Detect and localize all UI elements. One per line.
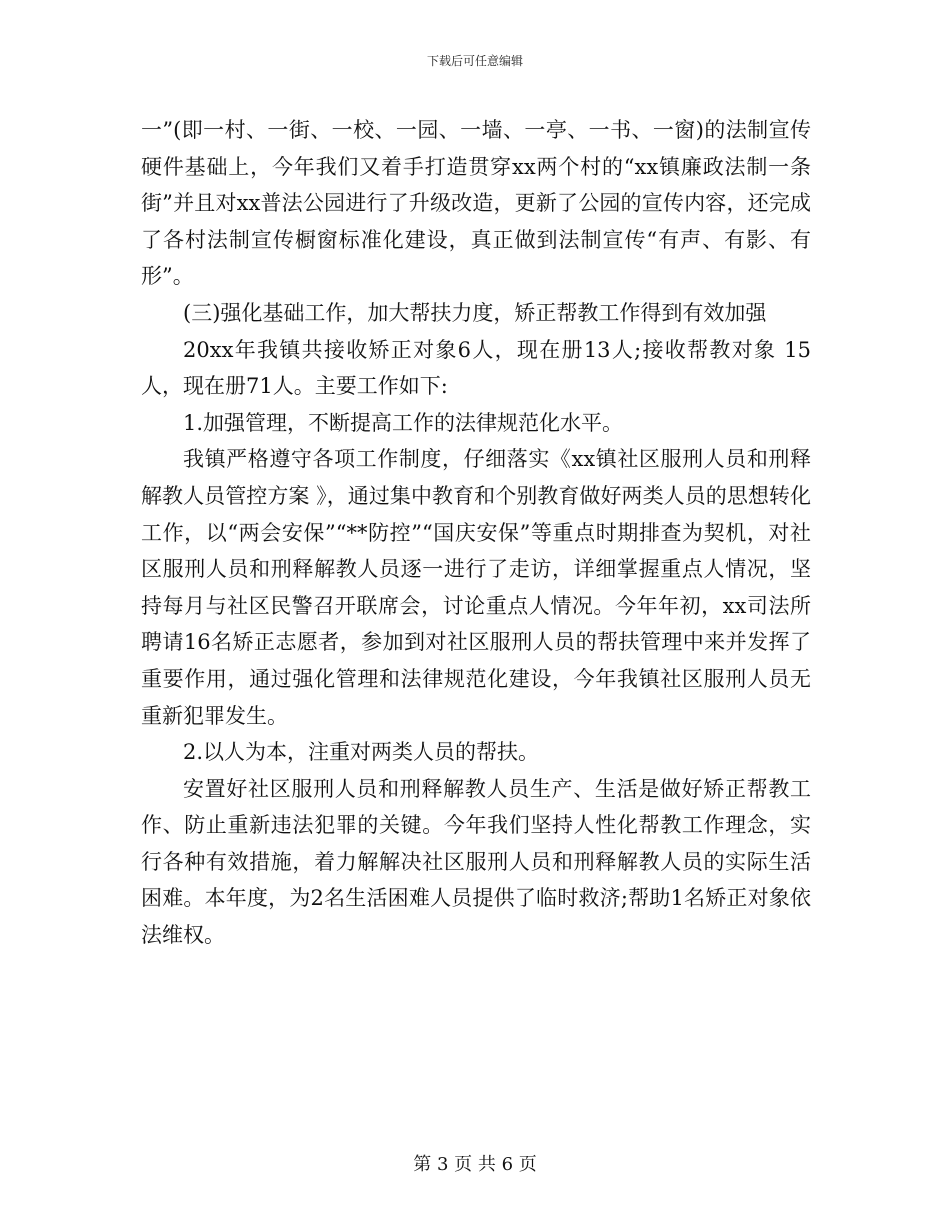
paragraph: 我镇严格遵守各项工作制度，仔细落实《xx镇社区服刑人员和刑释解教人员管控方案 》，通过集中教育和个别教育做好两类人员的思想转化工作，以“两会安保”“**防控”“国庆安保”等重点时期排查为契机，对社区服刑人员和刑释解教人员逐一进行了走访，详细掌握重点人情况，坚持每月与社区民警召开联席会，讨论重点人情况。今年年初，xx司法所聘请16名矫正志愿者，参加到对社区服刑人员的帮扶管理中来并发挥了重要作用，通过强化管理和法律规范化建设，今年我镇社区服刑人员无重新犯罪发生。: [141, 447, 811, 728]
paragraph: 安置好社区服刑人员和刑释解教人员生产、生活是做好矫正帮教工作、防止重新违法犯罪的关键。今年我们坚持人性化帮教工作理念，实行各种有效措施，着力解解决社区服刑人员和刑释解教人员的实际生活困难。本年度，为2名生活困难人员提供了临时救济;帮助1名矫正对象依法维权。: [141, 776, 811, 948]
paragraph: 20xx年我镇共接收矫正对象6人，现在册13人;接收帮教对象 15人，现在册71人。主要工作如下:: [141, 337, 811, 399]
subsection-heading: 1.加强管理，不断提高工作的法律规范化水平。: [183, 410, 624, 435]
page-number: 第 3 页 共 6 页: [413, 1154, 537, 1175]
section-heading: (三)强化基础工作，加大帮扶力度，矫正帮教工作得到有效加强: [183, 300, 767, 325]
page-header: 下载后可任意编辑: [426, 54, 523, 68]
subsection-heading: 2.以人为本，注重对两类人员的帮扶。: [183, 740, 540, 765]
document-body: [141, 112, 811, 954]
paragraph: 一”(即一村、一街、一校、一园、一墙、一亭、一书、一窗)的法制宣传硬件基础上，今年我们又着手打造贯穿xx两个村的“xx镇廉政法制一条街”并且对xx普法公园进行了升级改造，更新了公园的宣传内容，还完成了各村法制宣传橱窗标准化建设，真正做到法制宣传“有声、有影、有形”。: [141, 118, 811, 289]
